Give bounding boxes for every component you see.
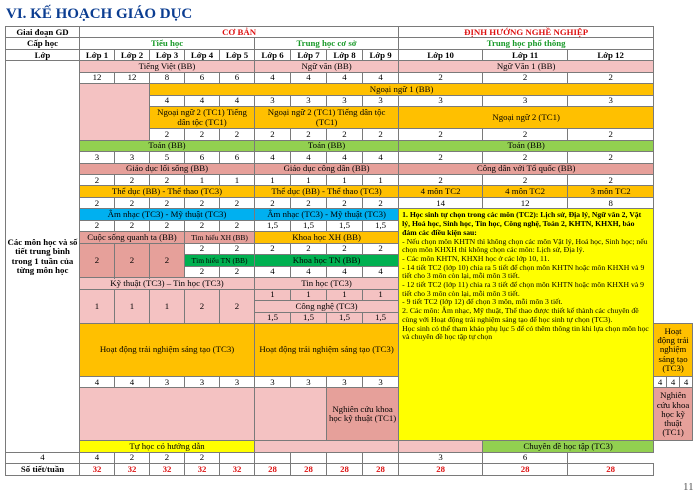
value-cell: 4 <box>291 152 327 163</box>
subject-3-mon-tc2: 3 môn TC2 <box>568 186 654 197</box>
value-cell: 5 <box>150 152 185 163</box>
subject-ngu-van: Ngữ văn (BB) <box>255 61 399 72</box>
value-cell: 8 <box>150 72 185 83</box>
value-cell: 3 <box>255 95 291 106</box>
value-cell: 3 <box>255 376 291 387</box>
value-cell: 4 <box>80 376 115 387</box>
total-cell: 28 <box>255 464 291 476</box>
subject-giao-duc-loi-song: Giáo dục lối sống (BB) <box>80 163 255 174</box>
grade-header: Lớp 11 <box>483 49 568 60</box>
value-cell: 4 <box>327 266 363 277</box>
note-line: - Các môn KHTN, KHXH học ở các lớp 10, 11. <box>402 253 550 263</box>
value-cell: 3 <box>363 376 399 387</box>
value-cell: 2 <box>150 129 185 140</box>
subject-ngu-van-1: Ngữ Văn 1 (BB) <box>399 61 654 72</box>
value-cell: 2 <box>185 266 220 277</box>
education-plan-table <box>5 26 693 476</box>
grade-header: Lớp 9 <box>363 49 399 60</box>
value-cell: 2 <box>80 197 115 208</box>
subject-tu-hoc: Tự học có hướng dẫn <box>80 441 255 452</box>
note-line: - Nếu chọn môn KHTN thì không chọn các môn Vật lý, Hoá học, Sinh học; nếu chọn môn KHXH thì không chọn các môn: Lịch sử, Địa lý. <box>402 236 648 255</box>
total-cell: 28 <box>399 464 483 476</box>
level-primary: Tiểu học <box>80 38 255 49</box>
grade-header: Lớp 7 <box>291 49 327 60</box>
value-cell: 2 <box>220 266 255 277</box>
value-cell: 4 <box>80 452 115 463</box>
value-cell: 3 <box>327 376 363 387</box>
value-cell: 2 <box>483 152 568 163</box>
value-cell: 1 <box>80 289 115 323</box>
subject-toan-secondary: Toán (BB) <box>255 140 399 151</box>
value-cell: 8 <box>568 197 654 208</box>
value-cell: 4 <box>255 266 291 277</box>
value-cell: 2 <box>291 243 327 254</box>
value-cell: 4 <box>680 376 693 387</box>
stage-career: ĐỊNH HƯỚNG NGHỀ NGHIỆP <box>399 27 654 38</box>
grade-header: Lớp 10 <box>399 49 483 60</box>
value-cell: 4 <box>291 72 327 83</box>
subject-hoat-dong-primary: Hoạt động trải nghiệm sáng tạo (TC3) <box>80 324 255 377</box>
empty-cell <box>220 452 255 463</box>
subject-ngoai-ngu-2-tieng-dan-toc-primary: Ngoại ngữ 2 (TC1) Tiếng dân tộc (TC1) <box>150 107 255 129</box>
total-cell: 28 <box>291 464 327 476</box>
value-cell: 2 <box>363 197 399 208</box>
grade-header: Lớp 1 <box>80 49 115 60</box>
subject-hoat-dong-secondary: Hoạt động trải nghiệm sáng tạo (TC3) <box>255 324 399 377</box>
value-cell: 3 <box>483 95 568 106</box>
value-cell: 2 <box>255 197 291 208</box>
subject-4-mon-tc2-b: 4 môn TC2 <box>483 186 568 197</box>
value-cell: 3 <box>115 152 150 163</box>
value-cell: 2 <box>483 174 568 185</box>
grade-label: Lớp <box>6 49 80 60</box>
empty-cell <box>291 452 327 463</box>
subject-4-mon-tc2-a: 4 môn TC2 <box>399 186 483 197</box>
value-cell: 2 <box>150 197 185 208</box>
note-line: 2. Các môn: Âm nhạc, Mỹ thuật, Thể thao được thiết kế thành các chuyên đề cùng với Hoạt động trải nghiệm sáng tạo để học sinh tự chọn (TC3). <box>402 306 639 324</box>
total-cell: 32 <box>80 464 115 476</box>
level-row <box>6 38 693 49</box>
value-cell: 4 <box>363 266 399 277</box>
stage-label: Giai đoạn GD <box>6 27 80 38</box>
subject-nghien-cuu-thpt: Nghiên cứu khoa học kỹ thuật (TC1) <box>654 388 693 441</box>
value-cell: 3 <box>220 376 255 387</box>
value-cell: 2 <box>291 197 327 208</box>
value-cell: 3 <box>568 95 654 106</box>
subject-am-nhac-primary: Âm nhạc (TC3) - Mỹ thuật (TC3) <box>80 209 255 220</box>
total-cell: 28 <box>363 464 399 476</box>
value-cell: 3 <box>291 95 327 106</box>
note-line: 1. Học sinh tự chọn trong các môn (TC2): Lịch sử, Địa lý, Ngữ văn 2, Vật lý, Hoá học, Sinh học, Tin học, Công nghệ, Toán 2, KHTN, KHXH, bảo đảm các điều kiện sau: <box>402 210 642 237</box>
empty-cell <box>255 441 399 452</box>
value-cell: 2 <box>115 197 150 208</box>
empty-cell <box>363 452 399 463</box>
value-cell: 12 <box>115 72 150 83</box>
value-cell: 4 <box>185 95 220 106</box>
value-cell: 2 <box>80 220 115 231</box>
value-cell: 1,5 <box>363 220 399 231</box>
value-cell: 2 <box>327 197 363 208</box>
value-cell: 2 <box>185 243 220 254</box>
note-line: - 12 tiết TC2 (lớp 11) chia ra 3 tiết để chọn môn KHTN hoặc môn KHXH và 9 tiết cho 3 môn còn lại, mỗi môn 3 tiết. <box>402 280 645 298</box>
grade-header: Lớp 4 <box>185 49 220 60</box>
value-cell: 1 <box>115 289 150 323</box>
note-line: - 14 tiết TC2 (lớp 10) chia ra 5 tiết để chọn môn KHTN hoặc môn KHXH và 9 tiết cho 3 môn còn lại, mỗi môn 3 tiết. <box>402 262 645 281</box>
value-cell: 3 <box>327 95 363 106</box>
value-cell: 1,5 <box>255 312 291 323</box>
subject-the-duc-primary: Thể dục (BB) - Thể thao (TC3) <box>80 186 255 197</box>
value-cell: 1,5 <box>291 312 327 323</box>
grade-header: Lớp 5 <box>220 49 255 60</box>
value-cell: 1 <box>220 174 255 185</box>
value-cell: 2 <box>255 129 291 140</box>
value-cell: 4 <box>150 95 185 106</box>
value-cell: 2 <box>568 72 654 83</box>
subject-chuyen-de: Chuyên đề học tập (TC3) <box>483 441 654 452</box>
subject-ngoai-ngu-2: Ngoại ngữ 2 (TC1) <box>399 107 654 129</box>
total-cell: 28 <box>327 464 363 476</box>
subject-toan-upper: Toán (BB) <box>399 140 654 151</box>
value-cell: 2 <box>150 174 185 185</box>
value-cell: 1,5 <box>327 312 363 323</box>
value-cell: 2 <box>220 243 255 254</box>
value-cell: 2 <box>399 72 483 83</box>
value-cell: 1 <box>363 174 399 185</box>
value-cell: 2 <box>150 243 185 277</box>
subject-tim-hieu-xh: Tìm hiểu XH (BB) <box>185 232 255 243</box>
value-cell: 14 <box>399 197 483 208</box>
value-cell: 2 <box>255 243 291 254</box>
value-cell: 3 <box>399 95 483 106</box>
value-cell: 1 <box>327 289 363 300</box>
subjects-row-label: Các môn học và số tiết trung bình trong 1 tuần của từng môn học <box>6 61 80 452</box>
total-row <box>6 464 693 476</box>
value-cell: 2 <box>399 174 483 185</box>
subject-ky-thuat-tin-hoc: Kỹ thuật (TC3) – Tin học (TC3) <box>80 278 255 289</box>
value-cell: 2 <box>568 152 654 163</box>
subject-tin-hoc: Tin học (TC3) <box>255 278 399 289</box>
grade-header: Lớp 8 <box>327 49 363 60</box>
value-cell: 1,5 <box>327 220 363 231</box>
value-cell: 2 <box>483 72 568 83</box>
value-cell: 2 <box>327 129 363 140</box>
value-cell: 4 <box>6 452 80 463</box>
subject-giao-duc-cong-dan: Giáo dục công dân (BB) <box>255 163 399 174</box>
value-cell: 1,5 <box>291 220 327 231</box>
value-cell: 1 <box>255 289 291 300</box>
subject-cuoc-song-quanh-ta: Cuộc sống quanh ta (BB) <box>80 232 185 243</box>
value-cell: 1,5 <box>363 312 399 323</box>
grade-header: Lớp 6 <box>255 49 291 60</box>
value-cell: 4 <box>667 376 680 387</box>
subject-khoa-hoc-tn: Khoa học TN (BB) <box>255 255 399 266</box>
value-cell: 2 <box>568 174 654 185</box>
value-cell: 6 <box>220 72 255 83</box>
grade-row <box>6 49 693 60</box>
page-number: 11 <box>683 481 694 493</box>
value-cell: 2 <box>363 129 399 140</box>
value-cell: 2 <box>327 243 363 254</box>
value-cell: 12 <box>483 197 568 208</box>
value-cell: 3 <box>399 452 483 463</box>
value-cell: 2 <box>220 289 255 323</box>
value-cell: 2 <box>185 289 220 323</box>
value-cell: 2 <box>115 220 150 231</box>
value-cell: 3 <box>150 376 185 387</box>
empty-cell <box>399 441 483 452</box>
value-cell: 2 <box>115 243 150 277</box>
empty-cell <box>80 388 255 441</box>
subject-tieng-viet: Tiếng Việt (BB) <box>80 61 255 72</box>
subject-ngoai-ngu-2-tieng-dan-toc-secondary: Ngoại ngữ 2 (TC1) Tiếng dân tộc (TC1) <box>255 107 399 129</box>
total-cell: 32 <box>220 464 255 476</box>
subject-hoat-dong-upper: Hoạt động trải nghiệm sáng tạo (TC3) <box>654 324 693 377</box>
value-cell: 2 <box>363 243 399 254</box>
subject-tim-hieu-tn: Tìm hiểu TN (BB) <box>185 255 255 266</box>
total-cell: 28 <box>568 464 654 476</box>
value-cell: 1 <box>291 174 327 185</box>
value-cell: 2 <box>399 152 483 163</box>
value-cell: 2 <box>483 129 568 140</box>
grade-header: Lớp 12 <box>568 49 654 60</box>
value-cell: 1 <box>363 289 399 300</box>
value-cell: 4 <box>291 266 327 277</box>
value-cell: 4 <box>220 95 255 106</box>
value-cell: 4 <box>255 152 291 163</box>
value-cell: 1,5 <box>255 220 291 231</box>
subject-am-nhac-secondary: Âm nhạc (TC3) - Mỹ thuật (TC3) <box>255 209 399 220</box>
value-cell: 2 <box>185 452 220 463</box>
value-cell: 6 <box>220 152 255 163</box>
value-cell: 2 <box>80 174 115 185</box>
level-upper-secondary: Trung học phổ thông <box>399 38 654 49</box>
notes-panel <box>399 209 654 441</box>
value-cell: 6 <box>483 452 568 463</box>
empty-cell <box>80 84 150 140</box>
note-line: Học sinh có thể tham khảo phụ lục 5 để có thêm thông tin khi lựa chọn môn học và chuyên đề học tập tự chọn <box>402 323 649 342</box>
value-cell: 1 <box>150 289 185 323</box>
value-cell: 4 <box>327 152 363 163</box>
value-cell: 2 <box>185 129 220 140</box>
subject-the-duc-secondary: Thể dục (BB) - Thể thao (TC3) <box>255 186 399 197</box>
value-cell: 1 <box>327 174 363 185</box>
level-lower-secondary: Trung học cơ sở <box>255 38 399 49</box>
total-cell: 28 <box>483 464 568 476</box>
subject-cong-dan-to-quoc: Công dân với Tổ quốc (BB) <box>399 163 654 174</box>
note-line: - 9 tiết TC2 (lớp 12) để chọn 3 môn, mỗi môn 3 tiết. <box>402 297 563 307</box>
value-cell: 4 <box>255 72 291 83</box>
value-cell: 4 <box>363 152 399 163</box>
total-cell: 32 <box>115 464 150 476</box>
value-cell: 2 <box>399 129 483 140</box>
value-cell: 2 <box>80 243 115 277</box>
value-cell: 6 <box>185 72 220 83</box>
value-cell: 3 <box>291 376 327 387</box>
subject-cong-nghe: Công nghệ (TC3) <box>255 301 399 312</box>
subject-toan-primary: Toán (BB) <box>80 140 255 151</box>
value-cell: 2 <box>185 220 220 231</box>
value-cell: 4 <box>327 72 363 83</box>
value-cell: 4 <box>654 376 667 387</box>
stage-row <box>6 27 693 38</box>
value-cell: 2 <box>150 220 185 231</box>
value-cell: 3 <box>363 95 399 106</box>
total-cell: 32 <box>185 464 220 476</box>
value-cell: 12 <box>80 72 115 83</box>
page-title: VI. KẾ HOẠCH GIÁO DỤC <box>6 6 193 22</box>
value-cell: 2 <box>220 220 255 231</box>
value-cell: 2 <box>150 452 185 463</box>
subject-nghien-cuu-thcs: Nghiên cứu khoa học kỹ thuật (TC1) <box>327 388 399 441</box>
value-cell: 2 <box>115 452 150 463</box>
value-cell: 2 <box>291 129 327 140</box>
value-cell: 1 <box>255 174 291 185</box>
total-cell: 32 <box>150 464 185 476</box>
value-cell: 2 <box>220 197 255 208</box>
stage-basic: CƠ BẢN <box>80 27 399 38</box>
value-cell: 2 <box>185 197 220 208</box>
value-cell: 4 <box>115 376 150 387</box>
value-cell: 3 <box>185 376 220 387</box>
level-label: Cấp học <box>6 38 80 49</box>
subject-khoa-hoc-xh: Khoa học XH (BB) <box>255 232 399 243</box>
value-cell: 4 <box>363 72 399 83</box>
value-cell: 1 <box>291 289 327 300</box>
value-cell: 2 <box>115 174 150 185</box>
value-cell: 6 <box>185 152 220 163</box>
empty-cell <box>255 452 291 463</box>
total-label: Số tiết/tuần <box>6 464 80 476</box>
empty-cell <box>255 388 327 441</box>
subject-ngoai-ngu-1: Ngoại ngữ 1 (BB) <box>150 84 654 95</box>
value-cell: 2 <box>220 129 255 140</box>
grade-header: Lớp 3 <box>150 49 185 60</box>
empty-cell <box>327 452 363 463</box>
value-cell: 1 <box>185 174 220 185</box>
grade-header: Lớp 2 <box>115 49 150 60</box>
value-cell: 3 <box>80 152 115 163</box>
value-cell: 2 <box>568 129 654 140</box>
